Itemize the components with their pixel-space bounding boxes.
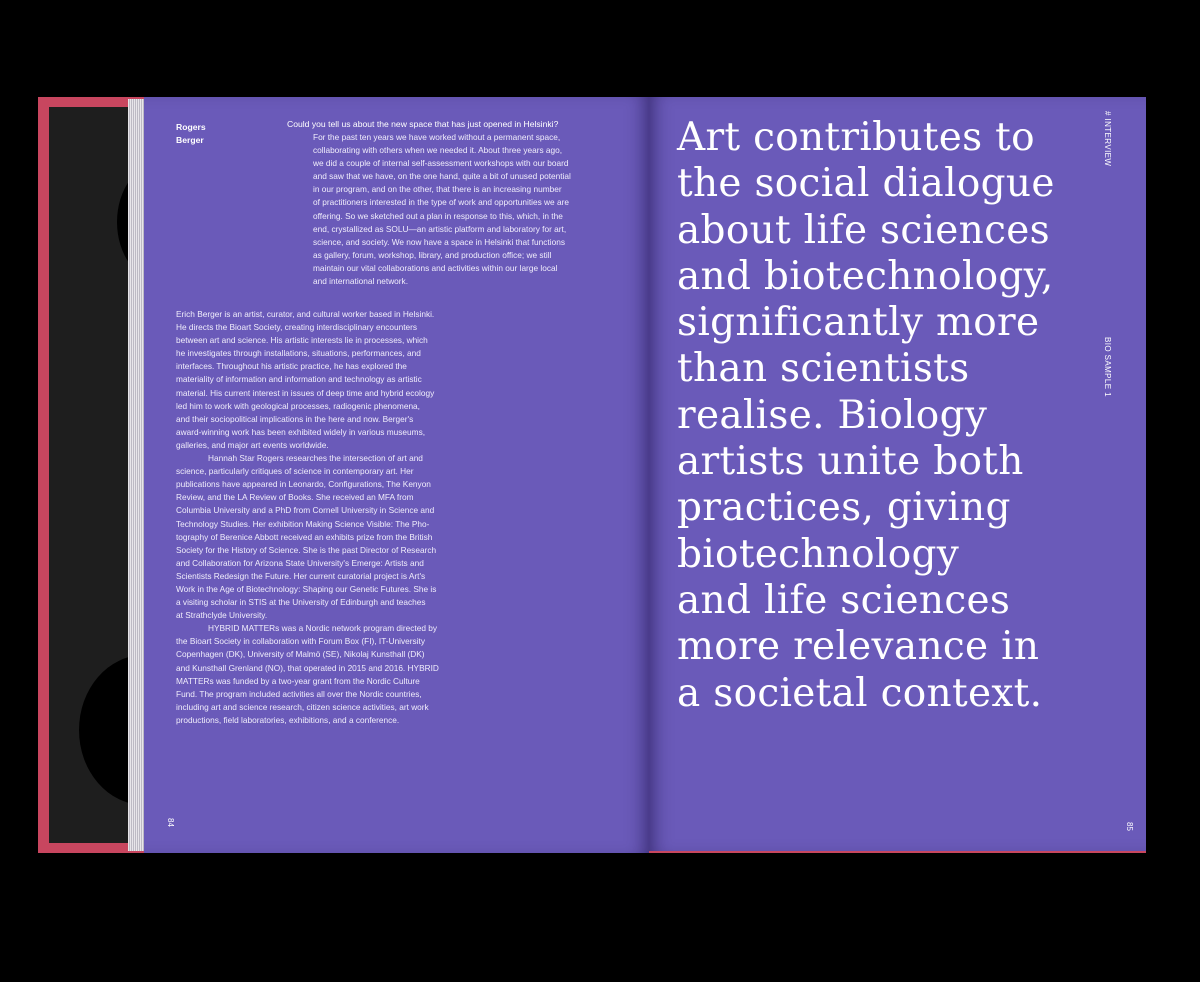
quote-line: a societal context. — [677, 670, 1043, 716]
bio-line: Erich Berger is an artist, curator, and cultural worker based in Helsinki. — [176, 309, 435, 319]
bio-line: Society for the History of Science. She is the past Director of Research — [176, 544, 437, 555]
quote-line: Art contributes to — [677, 115, 1035, 160]
bio-line: interfaces. Throughout his artistic practice, he has explored the — [176, 361, 407, 372]
quote-line: the social dialogue — [677, 161, 1055, 207]
pull-quote — [677, 115, 1055, 717]
bio-line: Technology Studies. Her exhibition Making Science Visible: The Pho- — [176, 518, 430, 529]
interviewer-name: Rogers — [176, 122, 206, 132]
bio-line: a visiting scholar in STIS at the University of Edinburgh and teaches — [176, 597, 426, 608]
bio-line: Columbia University and a PhD from Cornell University in Science and — [176, 505, 435, 516]
bio-line: tography of Berenice Abbott received an exhibits prize from the British — [176, 531, 433, 542]
bio-line: at Strathclyde University. — [176, 610, 268, 621]
bio-line: Scientists Redesign the Future. Her current curatorial project is Art's — [176, 570, 426, 581]
page-number-right: 85 — [1124, 822, 1134, 831]
answer-line: end, crystallized as SOLU—an artistic platform and laboratory for art, — [313, 223, 567, 234]
quote-line: practices, giving — [677, 485, 1011, 531]
bio-line: Fund. The program included activities all over the Nordic countries, — [176, 688, 422, 699]
quote-line: about life sciences — [677, 207, 1050, 253]
interview-answer — [313, 131, 603, 288]
quote-line: realise. Biology — [677, 392, 988, 438]
biographies — [176, 308, 466, 727]
bio-line: Copenhagen (DK), University of Malmö (SE), Nikolaj Kunsthall (DK) — [176, 649, 425, 660]
answer-line: of practitioners interested in the type of work and opportunities we are — [313, 197, 569, 208]
bio-line: MATTERs was funded by a two-year grant from the Nordic Culture — [176, 675, 420, 686]
bio-line: Review, and the LA Review of Books. She received an MFA from — [176, 492, 414, 503]
bio-line: publications have appeared in Leonardo, Configurations, The Kenyon — [176, 479, 431, 490]
bio-line: and Kunsthall Grenland (NO), that operated in 2015 and 2016. HYBRID — [176, 662, 439, 673]
answer-line: and saw that we have, on the one hand, quite a bit of unused potential — [313, 171, 571, 182]
bio-line: he investigates through installations, situations, performances, and — [176, 348, 421, 359]
quote-line: than scientists — [677, 346, 970, 392]
quote-line: and life sciences — [677, 577, 1011, 623]
bio-line: Work in the Age of Biotechnology: Shaping our Genetic Futures. She is — [176, 583, 437, 594]
answer-line: science, and society. We now have a space in Helsinki that functions — [313, 236, 565, 247]
answer-line: For the past ten years we have worked without a permanent space, — [313, 132, 561, 142]
bio-line: between art and science. His artistic interests lie in processes, which — [176, 335, 428, 346]
bio-line: led him to work with geological processes, radiogenic phenomena, — [176, 400, 420, 411]
quote-line: significantly more — [677, 300, 1040, 346]
quote-line: biotechnology — [677, 531, 960, 577]
right-page — [649, 97, 1146, 853]
interviewer-name: Berger — [176, 135, 204, 145]
quote-line: more relevance in — [677, 624, 1040, 670]
bio-line: Hannah Star Rogers researches the intersection of art and — [208, 453, 423, 464]
answer-line: and international network. — [313, 276, 409, 287]
bio-line: science, particularly critiques of science in contemporary art. Her — [176, 466, 414, 477]
left-page — [144, 97, 649, 853]
bio-line: materiality of information and information and technology as artistic — [176, 374, 422, 385]
quote-line: artists unite both — [677, 439, 1024, 485]
answer-line: we did a couple of internal self-assessment workshops with our board — [313, 158, 569, 169]
section-label: # INTERVIEW — [1103, 111, 1112, 167]
bio-line: material. His current interest in issues of deep time and hybrid ecology — [176, 387, 435, 398]
bio-line: galleries, and major art events worldwide. — [176, 439, 329, 450]
sample-label: BIO SAMPLE 1 — [1103, 337, 1112, 397]
answer-line: maintain our vital collaborations and activities within our large local — [313, 262, 558, 273]
bio-line: award-winning work has been exhibited widely in various museums, — [176, 426, 426, 437]
bio-line: and their sociopolitical implications in the here and now. Berger's — [176, 413, 414, 424]
bio-line: including art and science research, citizen science activities, art work — [176, 701, 429, 712]
bio-line: the Bioart Society in collaboration with Forum Box (FI), IT-University — [176, 636, 425, 647]
answer-line: in our program, and on the other, that there is an increasing number — [313, 184, 562, 195]
bio-line: He directs the Bioart Society, creating interdisciplinary encounters — [176, 322, 418, 333]
interviewer-names — [176, 121, 206, 147]
page-number-left: 84 — [165, 818, 175, 827]
quote-line: and biotechnology, — [677, 253, 1054, 299]
answer-line: offering. So we sketched out a plan in response to this, which, in the — [313, 210, 563, 221]
bio-line: and Collaboration for Arizona State University's Emerge: Artists and — [176, 557, 424, 568]
answer-line: collaborating with others when we needed it. About three years ago, — [313, 145, 563, 156]
interview-question: Could you tell us about the new space that has just opened in Helsinki? — [287, 119, 559, 129]
bio-line: HYBRID MATTERs was a Nordic network program directed by — [208, 623, 437, 634]
bio-line: productions, field laboratories, exhibitions, and a conference. — [176, 714, 400, 725]
answer-line: as gallery, forum, workshop, library, and production office; we still — [313, 249, 552, 260]
